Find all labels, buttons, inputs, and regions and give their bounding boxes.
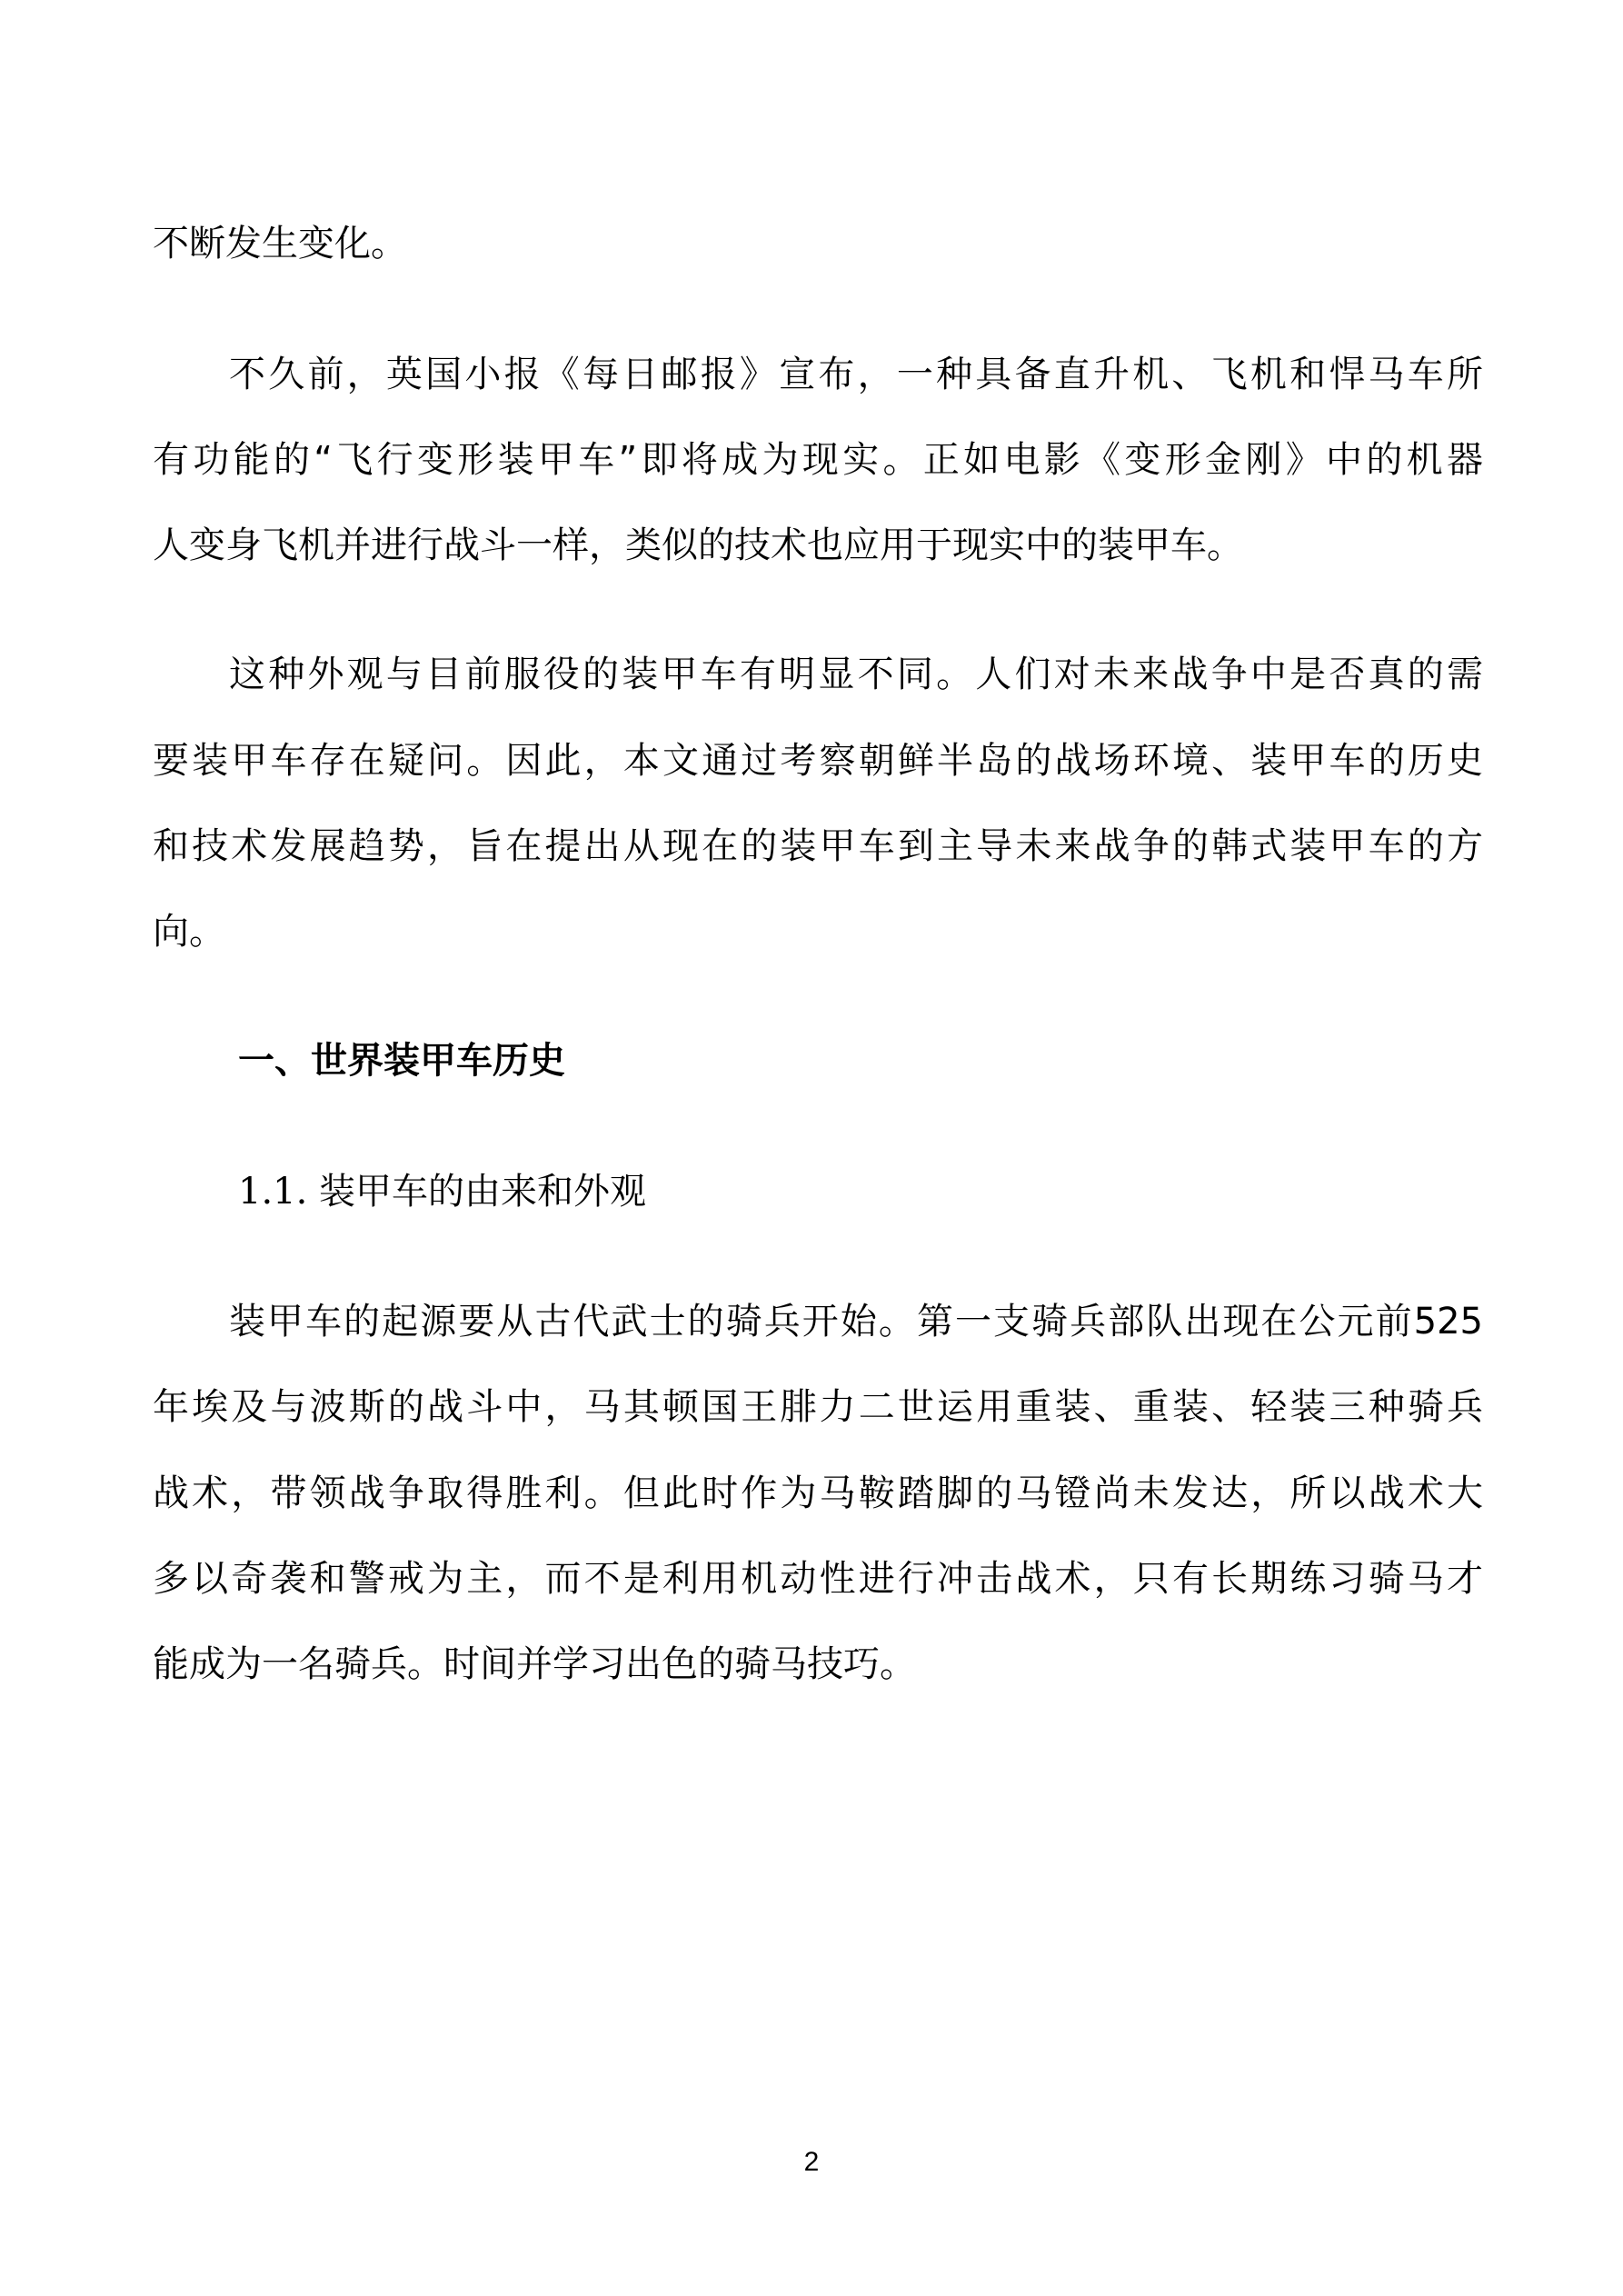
paragraph-line: 要装甲车存在疑问。因此，本文通过考察朝鲜半岛的战场环境、装甲车的历史 [153,740,1483,782]
paragraph-line: 多以奇袭和警戒为主，而不是利用机动性进行冲击战术，只有长期练习骑马才 [153,1558,1483,1600]
page-number: 2 [803,2147,820,2177]
paragraph-line: 能成为一名骑兵。时间并学习出色的骑马技巧。 [153,1643,916,1685]
paragraph-line: 人变身飞机并进行战斗一样，类似的技术也应用于现实中的装甲车。 [153,524,1243,566]
paragraph-line: 和技术发展趋势，旨在提出从现在的装甲车到主导未来战争的韩式装甲车的方 [153,825,1483,867]
paragraph-line: 向。 [153,911,225,953]
section-heading: 一、世界装甲车历史 [238,1040,565,1082]
subsection-heading: 1.1. 装甲车的由来和外观 [238,1171,647,1213]
paragraph-line: 装甲车的起源要从古代武士的骑兵开始。第一支骑兵部队出现在公元前525 [229,1301,1483,1343]
paragraph-line: 年埃及与波斯的战斗中，马其顿国王腓力二世运用重装、重装、轻装三种骑兵 [153,1386,1483,1428]
paragraph-line: 战术，带领战争取得胜利。但此时作为马鞍踏脚的马镫尚未发达，所以战术大 [153,1472,1483,1514]
paragraph-line: 不久前，英国小报《每日邮报》宣布，一种具备直升机、飞机和悍马车所 [229,354,1483,395]
paragraph-line: 有功能的“飞行变形装甲车”即将成为现实。正如电影《变形金刚》中的机器 [153,439,1483,481]
paragraph-line: 不断发生变化。 [153,223,407,265]
paragraph-line: 这种外观与目前服役的装甲车有明显不同。人们对未来战争中是否真的需 [229,654,1483,695]
